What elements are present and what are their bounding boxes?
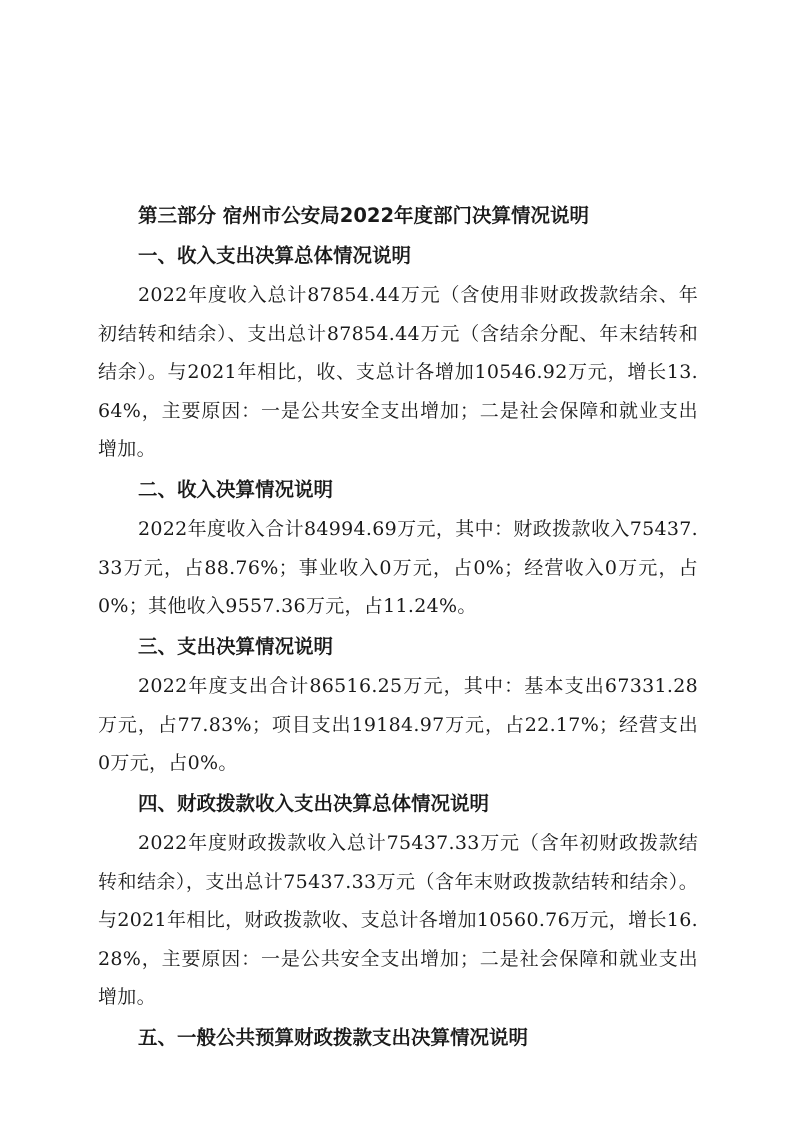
section-paragraph-1: 2022年度收入总计87854.44万元（含使用非财政拨款结余、年初结转和结余）、支出总计87854.44万元（含结余分配、年末结转和结余）。与2021年相比，收、支总计各增加10546.92万元，增长13.64%，主要原因：一是公共安全支出增加；二是社会保障和就业支出增加。: [98, 284, 698, 460]
document-body: [98, 196, 698, 1058]
section-paragraph-3: 2022年度支出合计86516.25万元，其中：基本支出67331.28万元，占77.83%；项目支出19184.97万元，占22.17%；经营支出0万元，占0%。: [98, 675, 698, 774]
section-heading-1: 一、收入支出决算总体情况说明: [138, 244, 412, 267]
section-heading-2: 二、收入决算情况说明: [138, 478, 334, 501]
document-title: 第三部分 宿州市公安局2022年度部门决算情况说明: [138, 204, 590, 227]
section-heading-5: 五、一般公共预算财政拨款支出决算情况说明: [138, 1026, 529, 1049]
section-paragraph-2: 2022年度收入合计84994.69万元，其中：财政拨款收入75437.33万元，占88.76%；事业收入0万元，占0%；经营收入0万元，占0%；其他收入9557.36万元，占11.24%。: [98, 518, 698, 617]
section-heading-3: 三、支出决算情况说明: [138, 635, 334, 658]
section-heading-4: 四、财政拨款收入支出决算总体情况说明: [138, 792, 490, 815]
section-paragraph-4: 2022年度财政拨款收入总计75437.33万元（含年初财政拨款结转和结余），支出总计75437.33万元（含年末财政拨款结转和结余）。与2021年相比，财政拨款收、支总计各增加10560.76万元，增长16.28%，主要原因：一是公共安全支出增加；二是社会保障和就业支出增加。: [98, 832, 698, 1008]
